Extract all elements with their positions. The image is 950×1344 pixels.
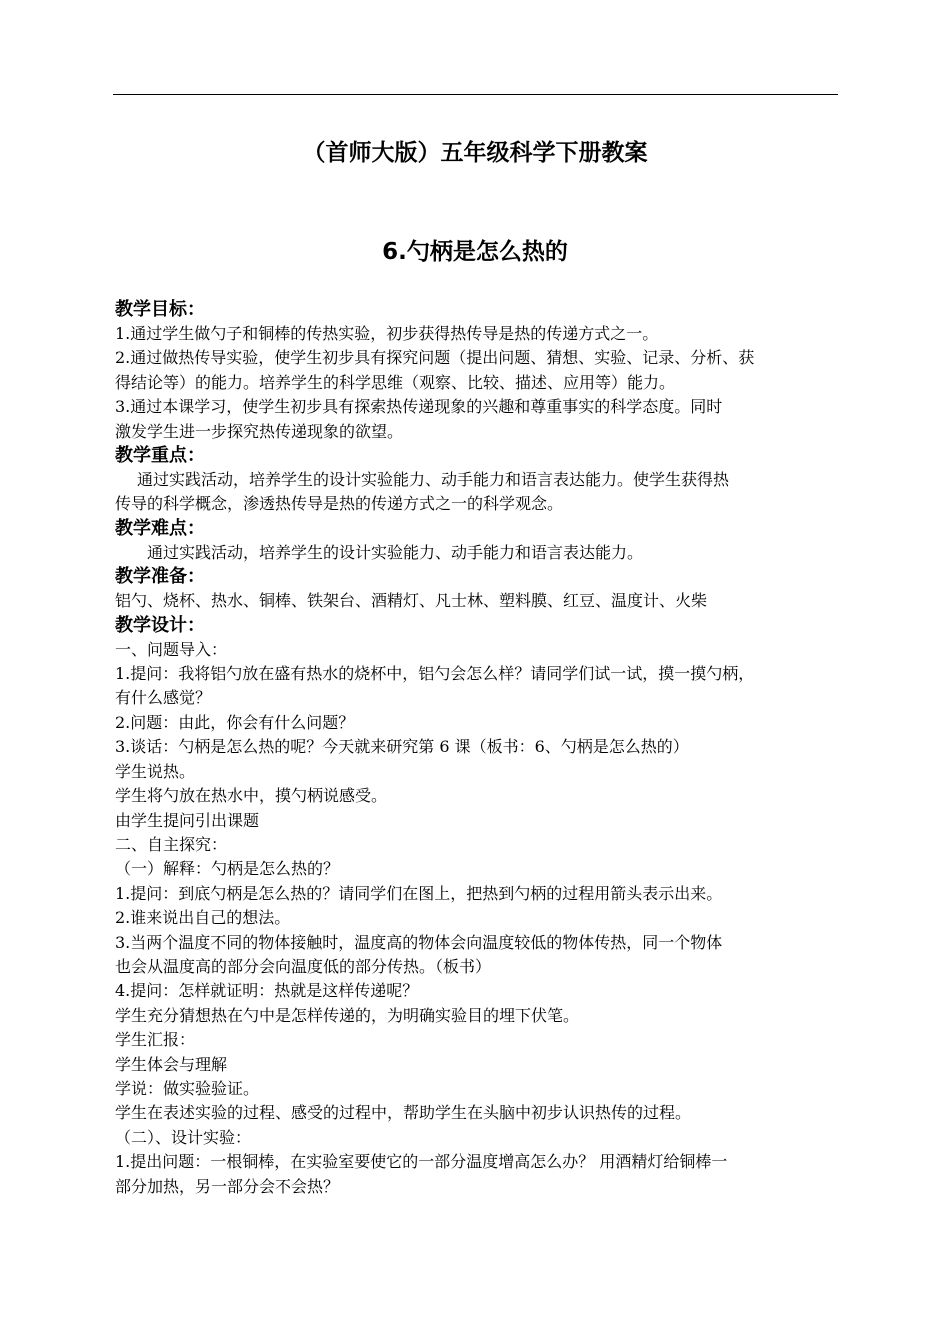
design-line: 学生充分猜想热在勺中是怎样传递的，为明确实验目的埋下伏笔。: [115, 1005, 580, 1025]
preparation-heading: 教学准备：: [115, 566, 205, 588]
difficulty-line: 通过实践活动，培养学生的设计实验能力、动手能力和语言表达能力。: [147, 542, 644, 562]
design-line: 一、问题导入：: [115, 639, 228, 659]
design-line: （二）、设计实验：: [115, 1127, 252, 1147]
document-title: （首师大版）五年级科学下册教案: [302, 140, 648, 166]
key-point-line: 通过实践活动，培养学生的设计实验能力、动手能力和语言表达能力。使学生获得热: [137, 470, 730, 490]
design-line: 1.提问：到底勺柄是怎么热的？请同学们在图上，把热到勺柄的过程用箭头表示出来。: [115, 883, 723, 903]
difficulties-heading: 教学难点：: [115, 517, 205, 539]
design-line: 部分加热，另一部分会不会热？: [115, 1176, 340, 1196]
objectives-heading: 教学目标：: [115, 299, 205, 320]
design-line: 学生在表述实验的过程、感受的过程中，帮助学生在头脑中初步认识热传的过程。: [115, 1103, 692, 1123]
objective-line: 1.通过学生做勺子和铜棒的传热实验，初步获得热传导是热的传递方式之一。: [115, 324, 659, 343]
design-heading: 教学设计：: [115, 614, 205, 636]
design-line: 学生将勺放在热水中，摸勺柄说感受。: [115, 786, 388, 806]
key-points-heading: 教学重点：: [115, 445, 205, 467]
design-line: 1.提出问题：一根铜棒，在实验室要使它的一部分温度增高怎么办？ 用酒精灯给铜棒一: [115, 1152, 728, 1172]
objective-line: 2.通过做热传导实验，使学生初步具有探究问题（提出问题、猜想、实验、记录、分析、获: [115, 348, 755, 368]
header-rule: [113, 94, 838, 95]
key-point-line: 传导的科学概念，渗透热传导是热的传递方式之一的科学观念。: [115, 494, 564, 514]
design-line: 二、自主探究：: [115, 834, 228, 854]
design-line: 4.提问：怎样就证明：热就是这样传递呢？: [115, 981, 419, 1001]
design-line: 1.提问：我将铝勺放在盛有热水的烧杯中，铝勺会怎么样？请同学们试一试，摸一摸勺柄，: [115, 664, 755, 684]
lesson-title: 6.勺柄是怎么热的: [382, 239, 568, 265]
design-line: 有什么感觉？: [115, 688, 212, 708]
design-line: 3.谈话：勺柄是怎么热的呢？今天就来研究第 6 课（板书：6、勺柄是怎么热的）: [115, 737, 689, 757]
design-line: 学生说热。: [115, 761, 196, 781]
objective-line: 激发学生进一步探究热传递现象的欲望。: [115, 421, 404, 441]
design-line: 3.当两个温度不同的物体接触时，温度高的物体会向温度较低的物体传热，同一个物体: [115, 932, 723, 952]
design-line: 2.问题：由此，你会有什么问题？: [115, 712, 355, 732]
design-line: 学生体会与理解: [115, 1054, 228, 1074]
design-line: 由学生提问引出课题: [115, 810, 260, 830]
design-line: 也会从温度高的部分会向温度低的部分传热。（板书）: [115, 956, 492, 976]
objective-line: 3.通过本课学习，使学生初步具有探索热传递现象的兴趣和尊重事实的科学态度。同时: [115, 397, 723, 417]
design-line: 学说：做实验验证。: [115, 1078, 260, 1098]
objective-line: 得结论等）的能力。培养学生的科学思维（观察、比较、描述、应用等）能力。: [115, 372, 676, 392]
design-line: 学生汇报：: [115, 1030, 196, 1050]
lesson-plan-body: [115, 298, 845, 1199]
design-line: 2.谁来说出自己的想法。: [115, 908, 291, 928]
preparation-line: 铝勺、烧杯、热水、铜棒、铁架台、酒精灯、凡士林、塑料膜、红豆、温度计、火柴: [115, 591, 708, 611]
design-line: （一）解释：勺柄是怎么热的？: [115, 859, 340, 879]
